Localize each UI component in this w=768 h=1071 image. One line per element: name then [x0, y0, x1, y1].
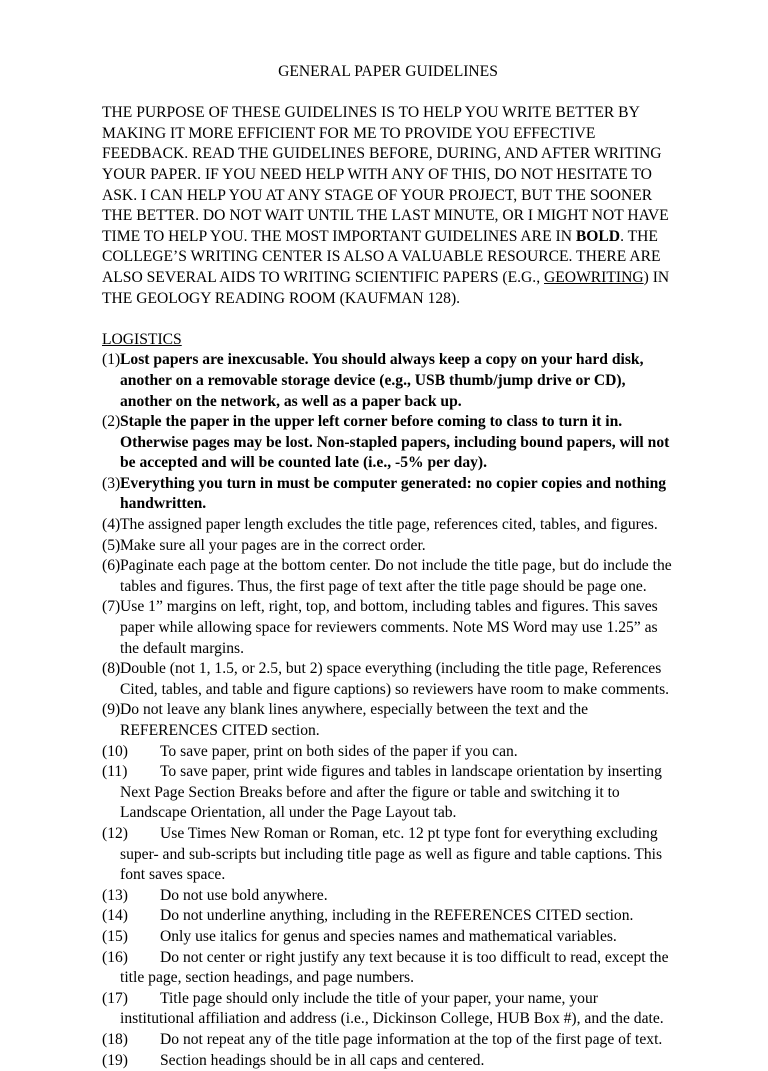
- list-item: [102, 948, 674, 989]
- item-text: Use Times New Roman or Roman, etc. 12 pt type font for everything excluding super- and sub-scripts but including title page as well as figure and table captions. This font saves space.: [120, 825, 662, 883]
- item-number: (12): [102, 824, 160, 845]
- item-text: Paginate each page at the bottom center. Do not include the title page, but do include the tables and figures. Thus, the first page of text after the title page should be page one.: [120, 557, 672, 595]
- item-number: (16): [102, 948, 160, 969]
- section-heading: LOGISTICS: [102, 330, 674, 351]
- item-number: (14): [102, 906, 160, 927]
- intro-bold-word: BOLD: [576, 228, 620, 245]
- list-item: [102, 474, 674, 515]
- item-number: (9): [102, 700, 120, 721]
- document-page: [102, 62, 674, 1071]
- intro-text-3: ) IN THE GEOLOGY READING ROOM (KAUFMAN 128).: [102, 269, 669, 307]
- item-number: (6): [102, 556, 120, 577]
- item-text: Do not underline anything, including in the REFERENCES CITED section.: [160, 907, 633, 924]
- list-item: [102, 597, 674, 659]
- item-text: Do not use bold anywhere.: [160, 887, 328, 904]
- list-item: [102, 1051, 674, 1071]
- item-text: Lost papers are inexcusable. You should always keep a copy on your hard disk, another on a removable storage device (e.g., USB thumb/jump drive or CD), another on the network, as well as a paper back up.: [120, 351, 644, 409]
- item-number: (8): [102, 659, 120, 680]
- list-item: [102, 824, 674, 886]
- guideline-list: [102, 350, 674, 1071]
- list-item: [102, 906, 674, 927]
- item-number: (11): [102, 762, 160, 783]
- item-number: (3): [102, 474, 120, 495]
- intro-text-2: . THE COLLEGE’S WRITING CENTER IS ALSO A VALUABLE RESOURCE. THERE ARE ALSO SEVERAL AIDS TO WRITING SCIENTIFIC PAPERS (E.G.,: [102, 228, 661, 286]
- item-number: (15): [102, 927, 160, 948]
- list-item: [102, 989, 674, 1030]
- item-number: (7): [102, 597, 120, 618]
- item-number: (2): [102, 412, 120, 433]
- intro-text-1: THE PURPOSE OF THESE GUIDELINES IS TO HELP YOU WRITE BETTER BY MAKING IT MORE EFFICIENT FOR ME TO PROVIDE YOU EFFECTIVE FEEDBACK. READ THE GUIDELINES BEFORE, DURING, AND AFTER WRITING YOUR PAPER. IF YOU NEED HELP WITH ANY OF THIS, DO NOT HESITATE TO ASK. I CAN HELP YOU AT ANY STAGE OF YOUR PROJECT, BUT THE SOONER THE BETTER. DO NOT WAIT UNTIL THE LAST MINUTE, OR I MIGHT NOT HAVE TIME TO HELP YOU. THE MOST IMPORTANT GUIDELINES ARE IN: [102, 104, 669, 245]
- item-text: Title page should only include the title of your paper, your name, your institutional affiliation and address (i.e., Dickinson College, HUB Box #), and the date.: [120, 990, 664, 1028]
- item-text: Everything you turn in must be computer generated: no copier copies and nothing handwritten.: [120, 475, 666, 513]
- list-item: [102, 742, 674, 763]
- list-item: [102, 515, 674, 536]
- item-text: To save paper, print wide figures and tables in landscape orientation by inserting Next Page Section Breaks before and after the figure or table and switching it to Landscape Orientation, all under the Page Layout tab.: [120, 763, 662, 821]
- item-number: (19): [102, 1051, 160, 1071]
- list-item: [102, 762, 674, 824]
- item-text: Do not leave any blank lines anywhere, especially between the text and the REFERENCES CITED section.: [120, 701, 588, 739]
- item-number: (5): [102, 536, 120, 557]
- list-item: [102, 536, 674, 557]
- list-item: [102, 886, 674, 907]
- item-text: Double (not 1, 1.5, or 2.5, but 2) space everything (including the title page, References Cited, tables, and table and figure captions) so reviewers have room to make comments.: [120, 660, 669, 698]
- list-item: [102, 412, 674, 474]
- list-item: [102, 659, 674, 700]
- intro-underlined-reference: GEOWRITING: [544, 269, 644, 286]
- item-number: (17): [102, 989, 160, 1010]
- item-number: (1): [102, 350, 120, 371]
- item-text: The assigned paper length excludes the title page, references cited, tables, and figures.: [120, 516, 658, 533]
- item-number: (10): [102, 742, 160, 763]
- item-text: Make sure all your pages are in the correct order.: [120, 537, 426, 554]
- list-item: [102, 927, 674, 948]
- list-item: [102, 700, 674, 741]
- item-text: To save paper, print on both sides of the paper if you can.: [160, 743, 518, 760]
- spacer: [102, 309, 674, 330]
- spacer: [102, 83, 674, 104]
- list-item: [102, 1030, 674, 1051]
- page-title: GENERAL PAPER GUIDELINES: [102, 62, 674, 83]
- item-text: Staple the paper in the upper left corner before coming to class to turn it in. Otherwise pages may be lost. Non-stapled papers, including bound papers, will not be accepted and will be counted late (i.e., -5% per day).: [120, 413, 669, 471]
- item-text: Use 1” margins on left, right, top, and bottom, including tables and figures. This saves paper while allowing space for reviewers comments. Note MS Word may use 1.25” as the default margins.: [120, 598, 658, 656]
- item-number: (4): [102, 515, 120, 536]
- item-number: (18): [102, 1030, 160, 1051]
- item-number: (13): [102, 886, 160, 907]
- list-item: [102, 556, 674, 597]
- item-text: Do not repeat any of the title page information at the top of the first page of text.: [160, 1031, 662, 1048]
- item-text: Only use italics for genus and species names and mathematical variables.: [160, 928, 617, 945]
- item-text: Section headings should be in all caps and centered.: [160, 1052, 484, 1069]
- list-item: [102, 350, 674, 412]
- intro-paragraph: [102, 103, 674, 309]
- item-text: Do not center or right justify any text because it is too difficult to read, except the title page, section headings, and page numbers.: [120, 949, 669, 987]
